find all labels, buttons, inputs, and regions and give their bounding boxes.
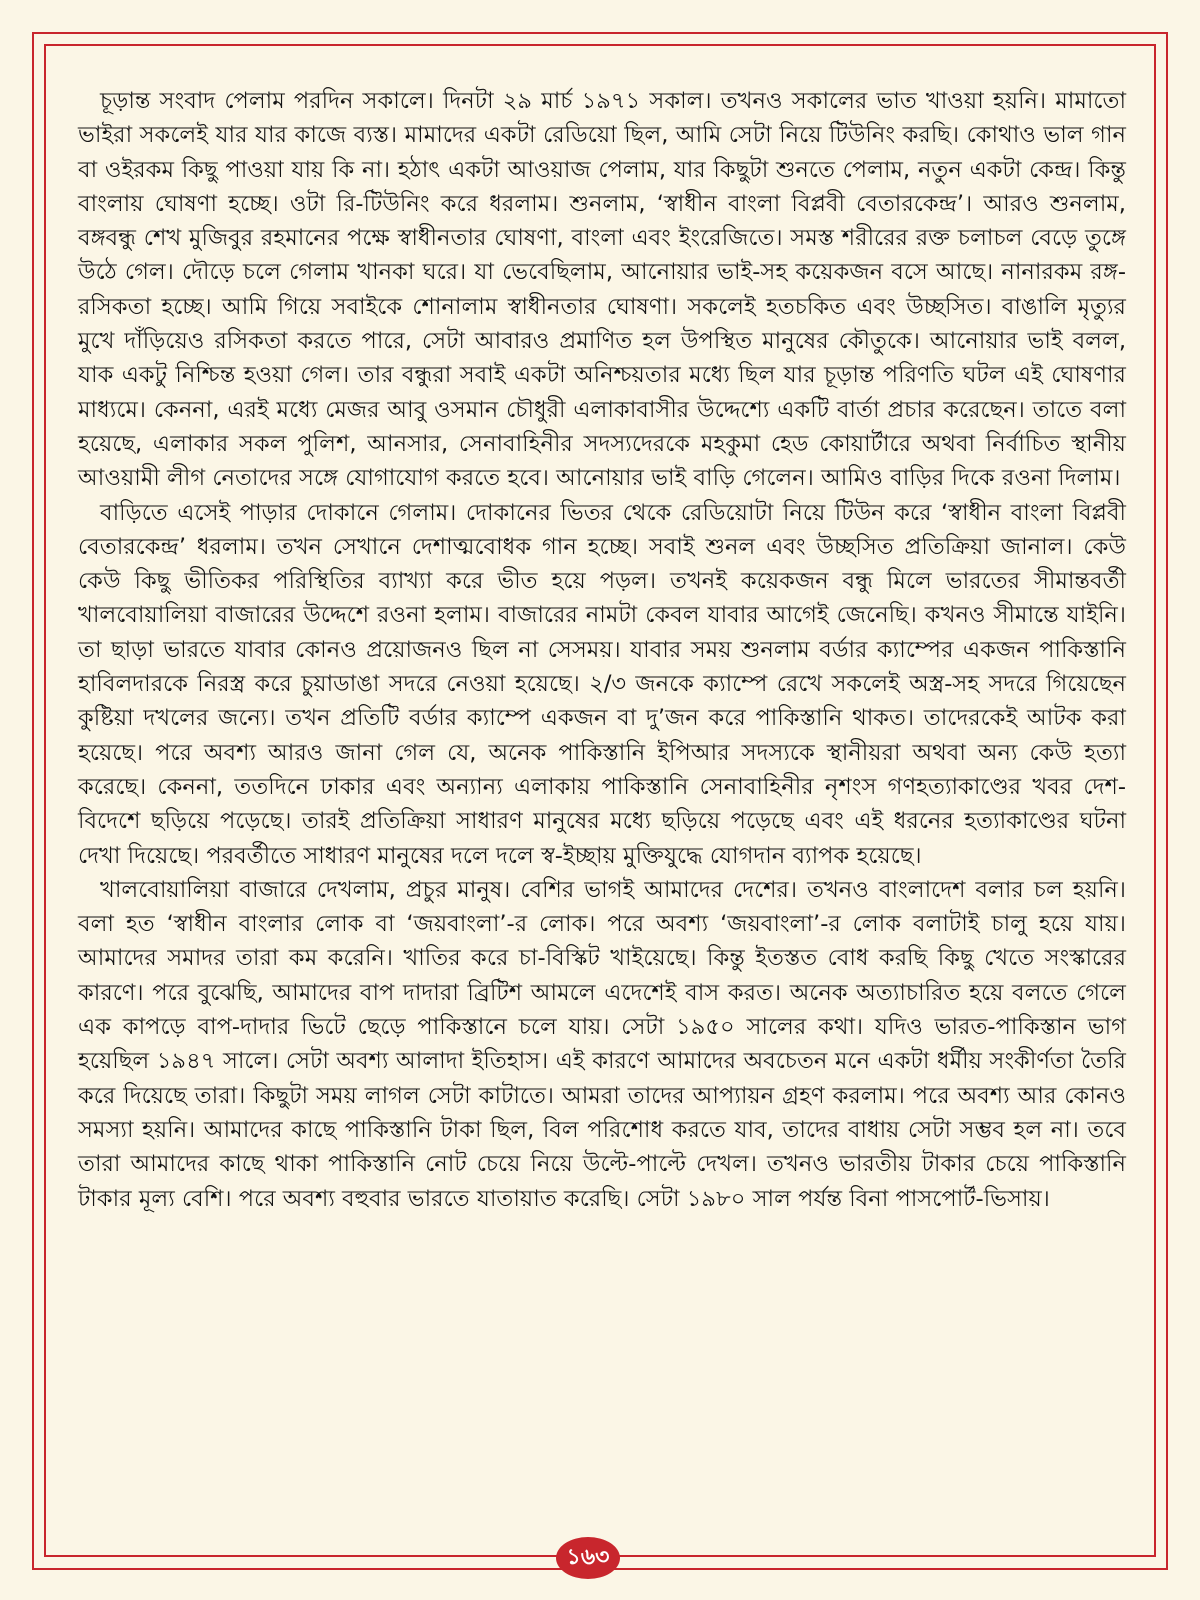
page-number-badge: ১৬৩ — [556, 1537, 620, 1579]
paragraph: বাড়িতে এসেই পাড়ার দোকানে গেলাম। দোকানের ভিতর থেকে রেডিয়োটা নিয়ে টিউন করে ‘স্বাধীন বাংলা বিপ্লবী বেতারকেন্দ্র’ ধরলাম। তখন সেখানে দেশাত্মবোধক গান হচ্ছে। সবাই শুনল এবং উচ্ছসিত প্রতিক্রিয়া জানাল। কেউ কেউ কিছু ভীতিকর পরিস্থিতির ব্যাখ্যা করে ভীত হয়ে পড়ল। তখনই কয়েকজন বন্ধু মিলে ভারতের সীমান্তবর্তী খালবোয়ালিয়া বাজারের উদ্দেশে রওনা হলাম। বাজারের নামটা কেবল যাবার আগেই জেনেছি। কখনও সীমান্তে যাইনি। তা ছাড়া ভারতে যাবার কোনও প্রয়োজনও ছিল না সেসময়। যাবার সময় শুনলাম বর্ডার ক্যাম্পের একজন পাকিস্তানি হাবিলদারকে নিরস্ত্র করে চুয়াডাঙা সদরে নেওয়া হয়েছে। ২/৩ জনকে ক্যাম্পে রেখে সকলেই অস্ত্র-সহ সদরে গিয়েছেন কুষ্টিয়া দখলের জন্যে। তখন প্রতিটি বর্ডার ক্যাম্পে একজন বা দু’জন করে পাকিস্তানি থাকত। তাদেরকেই আটক করা হয়েছে। পরে অবশ্য আরও জানা গেল যে, অনেক পাকিস্তানি ইপিআর সদস্যকে স্থানীয়রা অথবা অন্য কেউ হত্যা করেছে। কেননা, ততদিনে ঢাকার এবং অন্যান্য এলাকায় পাকিস্তানি সেনাবাহিনীর নৃশংস গণহত্যাকাণ্ডের খবর দেশ-বিদেশে ছড়িয়ে পড়েছে। তারই প্রতিক্রিয়া সাধারণ মানুষের মধ্যে ছড়িয়ে পড়েছে এবং এই ধরনের হত্যাকাণ্ডের ঘটনা দেখা দিয়েছে। পরবর্তীতে সাধারণ মানুষের দলে দলে স্ব-ইচ্ছায় মুক্তিযুদ্ধে যোগদান ব্যাপক হয়েছে। — [78, 499, 1126, 869]
body-text — [78, 84, 1126, 1216]
paragraph: খালবোয়ালিয়া বাজারে দেখলাম, প্রচুর মানুষ। বেশির ভাগই আমাদের দেশের। তখনও বাংলাদেশ বলার চল হয়নি। বলা হত ‘স্বাধীন বাংলার লোক বা ‘জয়বাংলা’-র লোক। পরে অবশ্য ‘জয়বাংলা’-র লোক বলাটাই চালু হয়ে যায়। আমাদের সমাদর তারা কম করেনি। খাতির করে চা-বিস্কিট খাইয়েছে। কিন্তু ইতস্তত বোধ করছি কিছু খেতে সংস্কারের কারণে। পরে বুঝেছি, আমাদের বাপ দাদারা ব্রিটিশ আমলে এদেশেই বাস করত। অনেক অত্যাচারিত হয়ে বলতে গেলে এক কাপড়ে বাপ-দাদার ভিটে ছেড়ে পাকিস্তানে চলে যায়। সেটা ১৯৫০ সালের কথা। যদিও ভারত-পাকিস্তান ভাগ হয়েছিল ১৯৪৭ সালে। সেটা অবশ্য আলাদা ইতিহাস। এই কারণে আমাদের অবচেতন মনে একটা ধর্মীয় সংকীর্ণতা তৈরি করে দিয়েছে তারা। কিছুটা সময় লাগল সেটা কাটাতে। আমরা তাদের আপ্যায়ন গ্রহণ করলাম। পরে অবশ্য আর কোনও সমস্যা হয়নি। আমাদের কাছে পাকিস্তানি টাকা ছিল, বিল পরিশোধ করতে যাব, তাদের বাধায় সেটা সম্ভব হল না। তবে তারা আমাদের কাছে থাকা পাকিস্তানি নোট চেয়ে নিয়ে উল্টে-পাল্টে দেখল। তখনও ভারতীয় টাকার চেয়ে পাকিস্তানি টাকার মূল্য বেশি। পরে অবশ্য বহুবার ভারতে যাতায়াত করেছি। সেটা ১৯৮০ সাল পর্যন্ত বিনা পাসপোর্ট-ভিসায়। — [78, 876, 1126, 1212]
paragraph: চূড়ান্ত সংবাদ পেলাম পরদিন সকালে। দিনটা ২৯ মার্চ ১৯৭১ সকাল। তখনও সকালের ভাত খাওয়া হয়নি। মামাতো ভাইরা সকলেই যার যার কাজে ব্যস্ত। মামাদের একটা রেডিয়ো ছিল, আমি সেটা নিয়ে টিউনিং করছি। কোথাও ভাল গান বা ওইরকম কিছু পাওয়া যায় কি না। হঠাৎ একটা আওয়াজ পেলাম, যার কিছুটা শুনতে পেলাম, নতুন একটা কেন্দ্র। কিন্তু বাংলায় ঘোষণা হচ্ছে। ওটা রি-টিউনিং করে ধরলাম। শুনলাম, ‘স্বাধীন বাংলা বিপ্লবী বেতারকেন্দ্র’। আরও শুনলাম, বঙ্গবন্ধু শেখ মুজিবুর রহমানের পক্ষে স্বাধীনতার ঘোষণা, বাংলা এবং ইংরেজিতে। সমস্ত শরীরের রক্ত চলাচল বেড়ে তুঙ্গে উঠে গেল। দৌড়ে চলে গেলাম খানকা ঘরে। যা ভেবেছিলাম, আনোয়ার ভাই-সহ কয়েকজন বসে আছে। নানারকম রঙ্গ-রসিকতা হচ্ছে। আমি গিয়ে সবাইকে শোনালাম স্বাধীনতার ঘোষণা। সকলেই হতচকিত এবং উচ্ছসিত। বাঙালি মৃত্যুর মুখে দাঁড়িয়েও রসিকতা করতে পারে, সেটা আবারও প্রমাণিত হল উপস্থিত মানুষের কৌতুকে। আনোয়ার ভাই বলল, যাক একটু নিশ্চিন্ত হওয়া গেল। তার বন্ধুরা সবাই একটা অনিশ্চয়তার মধ্যে ছিল যার চূড়ান্ত পরিণতি ঘটল এই ঘোষণার মাধ্যমে। কেননা, এরই মধ্যে মেজর আবু ওসমান চৌধুরী এলাকাবাসীর উদ্দেশ্যে একটি বার্তা প্রচার করেছেন। তাতে বলা হয়েছে, এলাকার সকল পুলিশ, আনসার, সেনাবাহিনীর সদস্যদেরকে মহকুমা হেড কোয়ার্টারে অথবা নির্বাচিত স্থানীয় আওয়ামী লীগ নেতাদের সঙ্গে যোগাযোগ করতে হবে। আনোয়ার ভাই বাড়ি গেলেন। আমিও বাড়ির দিকে রওনা দিলাম। — [78, 88, 1126, 492]
